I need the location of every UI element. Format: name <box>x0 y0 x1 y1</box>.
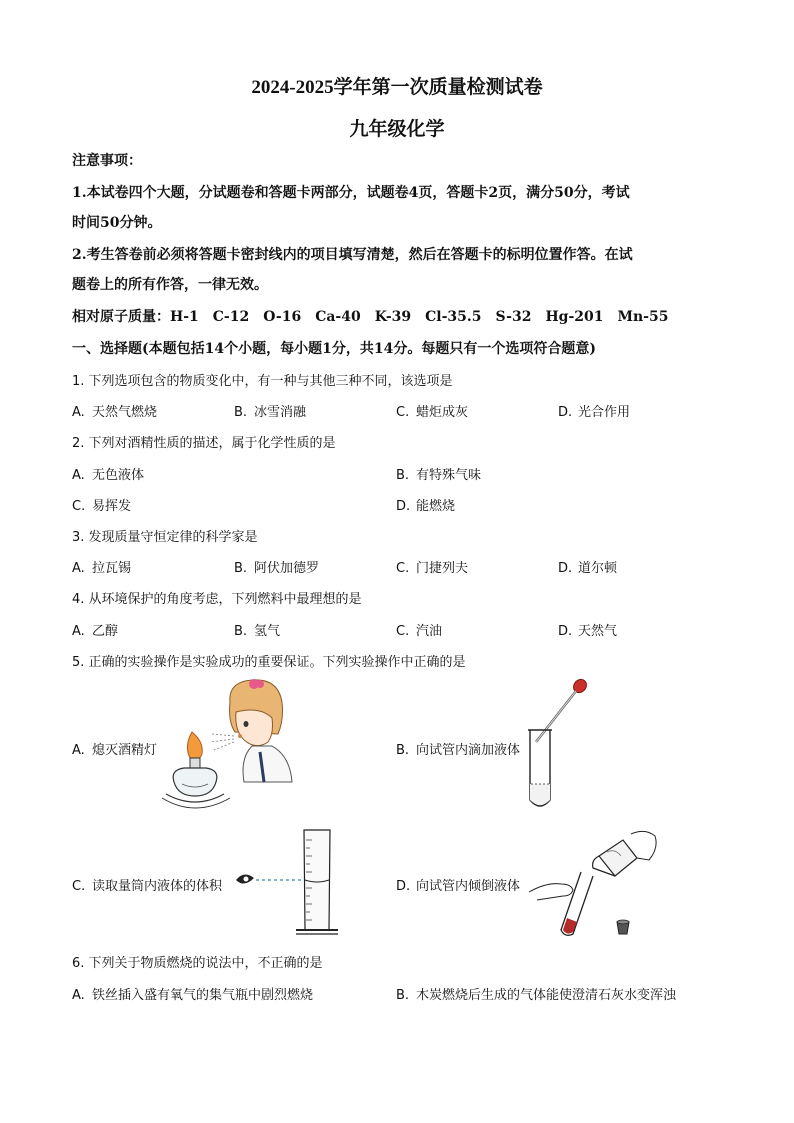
question-5-stem: 5. 正确的实验操作是实验成功的重要保证。下列实验操作中正确的是 <box>72 655 466 670</box>
notice-item2-line1: 2.考生答卷前必须将答题卡密封线内的项目填写清楚，然后在答题卡的标明位置作答。在试 <box>72 247 633 263</box>
q5-option-b: B. 向试管内滴加液体 <box>396 743 521 758</box>
q5-option-a: A. 熄灭酒精灯 <box>72 743 158 758</box>
illustration-graduated-cylinder <box>236 826 346 936</box>
question-2-stem: 2. 下列对酒精性质的描述，属于化学性质的是 <box>72 436 336 451</box>
q3-option-c: C. 门捷列夫 <box>396 561 469 576</box>
illustration-pouring-liquid <box>527 826 662 941</box>
illustration-dropper-test-tube <box>520 678 600 813</box>
q4-option-d: D. 天然气 <box>558 624 618 639</box>
q2-option-b: B. 有特殊气味 <box>396 468 482 483</box>
question-6-stem: 6. 下列关于物质燃烧的说法中，不正确的是 <box>72 956 323 971</box>
q3-option-d: D. 道尔顿 <box>558 561 618 576</box>
q2-option-d: D. 能燃烧 <box>396 499 456 514</box>
question-3-stem: 3. 发现质量守恒定律的科学家是 <box>72 530 258 545</box>
q1-option-c: C. 蜡炬成灰 <box>396 405 469 420</box>
exam-subtitle: 九年级化学 <box>349 119 445 140</box>
q1-option-b: B. 冰雪消融 <box>234 405 307 420</box>
notice-item1-line2: 时间50分钟。 <box>72 215 162 231</box>
q2-option-a: A. 无色液体 <box>72 468 145 483</box>
q5-option-c: C. 读取量筒内液体的体积 <box>72 879 223 894</box>
notice-item2-line2: 题卷上的所有作答，一律无效。 <box>72 277 268 293</box>
q6-option-b: B. 木炭燃烧后生成的气体能使澄清石灰水变浑浊 <box>396 988 677 1003</box>
q3-option-a: A. 拉瓦锡 <box>72 561 132 576</box>
illustration-blow-out-lamp <box>160 672 295 817</box>
q5-option-d: D. 向试管内倾倒液体 <box>396 879 521 894</box>
q4-option-c: C. 汽油 <box>396 624 443 639</box>
notice-heading: 注意事项： <box>72 153 142 169</box>
q1-option-d: D. 光合作用 <box>558 405 631 420</box>
question-1-stem: 1. 下列选项包含的物质变化中，有一种与其他三种不同，该选项是 <box>72 374 453 389</box>
section1-heading: 一、选择题(本题包括14个小题，每小题1分，共14分。每题只有一个选项符合题意) <box>72 341 596 357</box>
q4-option-a: A. 乙醇 <box>72 624 119 639</box>
q1-option-a: A. 天然气燃烧 <box>72 405 158 420</box>
notice-item1-line1: 1.本试卷四个大题，分试题卷和答题卡两部分，试题卷4页，答题卡2页，满分50分，考试 <box>72 185 630 201</box>
q4-option-b: B. 氢气 <box>234 624 281 639</box>
exam-title: 2024-2025学年第一次质量检测试卷 <box>251 77 543 98</box>
atomic-masses: 相对原子质量：H-1 C-12 O-16 Ca-40 K-39 Cl-35.5 S-32 Hg-201 Mn-55 <box>72 309 669 325</box>
q2-option-c: C. 易挥发 <box>72 499 132 514</box>
question-4-stem: 4. 从环境保护的角度考虑，下列燃料中最理想的是 <box>72 592 362 607</box>
q3-option-b: B. 阿伏加德罗 <box>234 561 320 576</box>
q6-option-a: A. 铁丝插入盛有氧气的集气瓶中剧烈燃烧 <box>72 988 314 1003</box>
